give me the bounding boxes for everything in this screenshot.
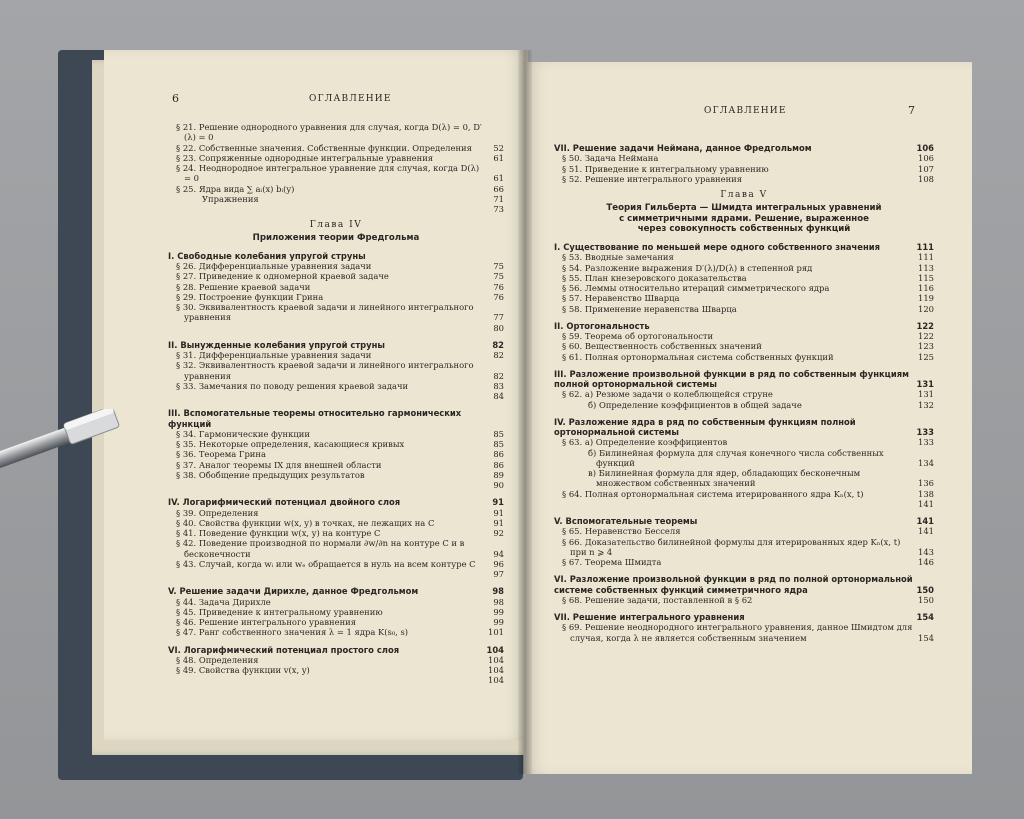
toc-entry-title: § 40. Свойства функции w(x, y) в точках, не лежащих на C bbox=[176, 517, 435, 528]
toc-page-number: 52 bbox=[493, 142, 504, 153]
toc-entry bbox=[168, 122, 504, 143]
toc-entry bbox=[168, 153, 504, 163]
toc-page-number: 82 bbox=[493, 350, 504, 361]
toc-page-number: 134 bbox=[918, 457, 934, 468]
book-gutter bbox=[518, 50, 532, 774]
toc-entry-title: § 66. Доказательство билинейной формулы для итерированных ядер Kₙ(x, t) при n ⩾ 4 bbox=[562, 536, 901, 557]
toc-entry bbox=[168, 292, 504, 302]
toc-entry-title: § 38. Обобщение предыдущих результатов bbox=[176, 469, 365, 480]
toc-page-number: 66 bbox=[493, 183, 504, 194]
toc-page-number: 113 bbox=[918, 262, 934, 273]
toc-entry bbox=[554, 341, 934, 351]
toc-section bbox=[554, 321, 934, 331]
toc-page-number: 108 bbox=[918, 173, 934, 184]
toc-entry-title: § 41. Поведение функции w(x, y) на контуре C bbox=[176, 528, 381, 539]
toc-entry-title: в) Билинейная формула для ядер, обладающих бесконечным множеством собственных значений bbox=[588, 468, 861, 489]
toc-entry-title: § 23. Сопряженные однородные интегральные уравнения bbox=[176, 152, 434, 163]
toc-entry bbox=[168, 470, 504, 480]
toc-entry-title: § 54. Разложение выражения D′(λ)/D(λ) в степенной ряд bbox=[562, 262, 813, 273]
toc-page-number: 125 bbox=[918, 351, 934, 362]
toc-page-number: 94 bbox=[493, 548, 504, 559]
toc-page-number: 89 bbox=[493, 469, 504, 480]
toc-entry-title: § 43. Случай, когда wᵢ или wₑ обращается в нуль на всем контуре C bbox=[176, 558, 476, 569]
toc-page-number: 116 bbox=[918, 283, 934, 294]
toc-page-number: 99 bbox=[493, 617, 504, 628]
toc-page-number: 150 bbox=[916, 584, 934, 595]
toc-page-number: 76 bbox=[493, 291, 504, 302]
toc-page-number: 123 bbox=[918, 341, 934, 352]
toc-entry-title: § 44. Задача Дирихле bbox=[176, 596, 271, 607]
toc-section bbox=[168, 251, 504, 261]
toc-entry bbox=[554, 174, 934, 184]
toc-entry-title: § 52. Решение интегрального уравнения bbox=[562, 173, 743, 184]
toc-entry-title: § 21. Решение однородного уравнения для случая, когда D(λ) = 0, D′(λ) = 0 bbox=[176, 122, 482, 143]
toc-entry-title: IV. Разложение ядра в ряд по собственным функциям полной ортонормальной системы bbox=[554, 416, 856, 438]
toc-entry bbox=[554, 468, 934, 489]
toc-section bbox=[554, 143, 934, 153]
toc-entry-title: II. Ортогональность bbox=[554, 320, 650, 331]
toc-entry bbox=[554, 273, 934, 283]
toc-section bbox=[554, 612, 934, 622]
chapter-title bbox=[168, 233, 504, 244]
toc-page-number: 91 bbox=[492, 497, 504, 508]
toc-entry-title: § 63. а) Определение коэффициентов bbox=[562, 437, 728, 448]
toc-page-number: 122 bbox=[918, 331, 934, 342]
toc-page-number: 104 bbox=[486, 644, 504, 655]
toc-entry bbox=[168, 518, 504, 528]
toc-entry bbox=[554, 263, 934, 273]
toc-entry bbox=[168, 282, 504, 292]
toc-entry bbox=[168, 391, 504, 401]
toc-page-number: 83 bbox=[493, 380, 504, 391]
toc-entry bbox=[168, 350, 504, 360]
toc-entry bbox=[554, 283, 934, 293]
toc-page-number: 136 bbox=[918, 478, 934, 489]
toc-section bbox=[168, 645, 504, 655]
toc-section bbox=[168, 408, 504, 429]
toc-entry bbox=[554, 400, 934, 410]
toc-page-number: 141 bbox=[918, 498, 934, 509]
page-header: ОГЛАВЛЕНИЕ bbox=[309, 94, 392, 104]
toc-page-number: 111 bbox=[918, 252, 934, 263]
toc-section bbox=[554, 369, 934, 390]
toc-entry-title: § 65. Неравенство Бесселя bbox=[562, 526, 681, 537]
toc-entry bbox=[168, 665, 504, 675]
toc-entry bbox=[554, 537, 934, 558]
toc-entry-title: Упражнения bbox=[202, 193, 259, 204]
toc-entry bbox=[554, 499, 934, 509]
toc-page-number: 92 bbox=[493, 528, 504, 539]
chapter-title-line: Теория Гильберта — Шмидта интегральных уравнений bbox=[606, 202, 882, 213]
toc-entry-title: § 32. Эквивалентность краевой задачи и линейного интегрального уравнения bbox=[176, 360, 474, 381]
toc-page-number: 120 bbox=[918, 303, 934, 314]
toc-page-number: 98 bbox=[493, 596, 504, 607]
toc-entry bbox=[168, 439, 504, 449]
chapter-title bbox=[554, 203, 934, 235]
toc-page-number: 133 bbox=[918, 437, 934, 448]
toc-page-number: 84 bbox=[493, 391, 504, 402]
toc-entry-title: VI. Логарифмический потенциал простого слоя bbox=[168, 644, 400, 655]
toc-entry bbox=[554, 331, 934, 341]
left-page bbox=[104, 50, 528, 740]
toc-entry bbox=[554, 389, 934, 399]
toc-entry bbox=[168, 627, 504, 637]
toc-page-number: 77 bbox=[493, 312, 504, 323]
toc-entry-title: § 28. Решение краевой задачи bbox=[176, 281, 311, 292]
toc-entry-title: § 57. Неравенство Шварца bbox=[562, 293, 680, 304]
toc-entry-title: § 60. Вещественность собственных значений bbox=[562, 341, 762, 352]
toc-page-number: 106 bbox=[916, 143, 934, 153]
toc-entry-title: V. Решение задачи Дирихле, данное Фредгольмом bbox=[168, 586, 419, 597]
toc-entry bbox=[168, 528, 504, 538]
toc-entry bbox=[554, 437, 934, 447]
toc-entry bbox=[554, 489, 934, 499]
toc-entry bbox=[168, 302, 504, 323]
toc-page-number: 80 bbox=[493, 322, 504, 333]
toc-section bbox=[168, 586, 504, 596]
toc-page-number: 73 bbox=[493, 204, 504, 214]
chapter-heading: Глава IV bbox=[309, 220, 363, 231]
toc-section bbox=[554, 417, 934, 438]
table-of-contents bbox=[554, 136, 934, 643]
toc-page-number: 146 bbox=[918, 557, 934, 568]
toc-entry bbox=[168, 194, 504, 204]
toc-entry-title: VII. Решение интегрального уравнения bbox=[554, 612, 745, 623]
toc-page-number: 101 bbox=[488, 627, 504, 638]
chapter-heading: Глава V bbox=[720, 190, 768, 200]
toc-entry-title: б) Билинейная формула для случая конечного числа собственных функций bbox=[588, 447, 884, 468]
toc-page-number: 154 bbox=[918, 632, 934, 643]
toc-entry-title: § 68. Решение задачи, поставленной в § 62 bbox=[562, 594, 753, 605]
chapter-title-line: через совокупность собственных функций bbox=[637, 224, 851, 235]
toc-entry-title: II. Вынужденные колебания упругой струны bbox=[168, 339, 385, 350]
toc-entry-title: § 61. Полная ортонормальная система собственных функций bbox=[562, 351, 834, 362]
toc-entry-title: I. Свободные колебания упругой струны bbox=[168, 250, 366, 261]
toc-page-number: 111 bbox=[916, 242, 934, 253]
toc-entry bbox=[168, 261, 504, 271]
toc-entry-title: § 31. Дифференциальные уравнения задачи bbox=[176, 350, 372, 361]
toc-entry-title: § 26. Дифференциальные уравнения задачи bbox=[176, 261, 372, 272]
toc-entry bbox=[168, 323, 504, 333]
toc-entry bbox=[168, 538, 504, 559]
toc-entry bbox=[168, 204, 504, 214]
toc-section bbox=[168, 497, 504, 507]
toc-entry-title: § 37. Аналог теоремы IX для внешней области bbox=[176, 459, 382, 470]
toc-page-number: 91 bbox=[493, 507, 504, 518]
toc-entry bbox=[168, 381, 504, 391]
toc-page-number: 104 bbox=[488, 675, 504, 686]
toc-entry-title: § 29. Построение функции Грина bbox=[176, 291, 324, 302]
toc-page-number: 85 bbox=[493, 428, 504, 439]
toc-page-number: 154 bbox=[916, 612, 934, 623]
toc-entry-title: § 69. Решение неоднородного интегрального уравнения, данное Шмидтом для случая, когда λ не является собственным значением bbox=[562, 622, 913, 643]
toc-entry bbox=[554, 352, 934, 362]
toc-page-number: 96 bbox=[493, 558, 504, 569]
toc-entry-title: § 62. а) Резюме задачи о колеблющейся струне bbox=[562, 389, 773, 400]
toc-section bbox=[554, 516, 934, 526]
toc-entry bbox=[168, 460, 504, 470]
toc-entry-title: III. Вспомогательные теоремы относительно гармонических функций bbox=[168, 408, 462, 429]
toc-entry bbox=[168, 449, 504, 459]
toc-entry bbox=[168, 163, 504, 184]
toc-page-number: 141 bbox=[916, 516, 934, 527]
toc-entry bbox=[554, 153, 934, 163]
pen-icon bbox=[0, 409, 136, 499]
toc-entry bbox=[554, 448, 934, 469]
toc-entry bbox=[168, 607, 504, 617]
toc-entry-title: § 27. Приведение к одномерной краевой задаче bbox=[176, 271, 389, 282]
toc-section bbox=[554, 574, 934, 595]
toc-page-number: 115 bbox=[918, 272, 934, 283]
toc-entry-title: § 24. Неоднородное интегральное уравнение для случая, когда D(λ) = 0 bbox=[176, 163, 480, 184]
toc-entry bbox=[554, 595, 934, 605]
toc-entry-title: § 36. Теорема Грина bbox=[176, 449, 266, 460]
toc-entry bbox=[554, 293, 934, 303]
toc-page-number: 106 bbox=[918, 153, 934, 164]
toc-entry-title: § 55. План кнезеровского доказательства bbox=[562, 272, 747, 283]
toc-entry bbox=[168, 360, 504, 381]
toc-page-number: 104 bbox=[488, 665, 504, 676]
toc-entry bbox=[554, 304, 934, 314]
toc-entry-title: б) Определение коэффициентов в общей задаче bbox=[588, 399, 802, 410]
chapter-title-line: Приложения теории Фредгольма bbox=[252, 233, 420, 244]
toc-entry-title: § 50. Задача Неймана bbox=[562, 153, 659, 164]
toc-page-number: 82 bbox=[493, 370, 504, 381]
page-header: ОГЛАВЛЕНИЕ bbox=[704, 106, 787, 116]
toc-entry bbox=[168, 559, 504, 569]
toc-entry-title: VII. Решение задачи Неймана, данное Фредгольмом bbox=[554, 143, 812, 153]
right-page bbox=[524, 62, 972, 774]
toc-entry-title: III. Разложение произвольной функции в ряд по собственным функциям полной ортонормальной системы bbox=[554, 368, 909, 390]
toc-page-number: 76 bbox=[493, 281, 504, 292]
toc-entry-title: § 67. Теорема Шмидта bbox=[562, 557, 662, 568]
toc-page-number: 132 bbox=[918, 399, 934, 410]
toc-page-number: 86 bbox=[493, 459, 504, 470]
toc-page-number: 98 bbox=[492, 586, 504, 597]
toc-page-number: 143 bbox=[918, 546, 934, 557]
toc-page-number: 91 bbox=[493, 517, 504, 528]
toc-page-number: 150 bbox=[918, 594, 934, 605]
toc-page-number: 61 bbox=[493, 152, 504, 163]
toc-section bbox=[168, 340, 504, 350]
toc-entry bbox=[168, 617, 504, 627]
toc-entry bbox=[168, 429, 504, 439]
toc-page-number: 97 bbox=[493, 569, 504, 580]
table-of-contents bbox=[168, 122, 504, 686]
toc-entry-title: § 39. Определения bbox=[176, 507, 259, 518]
toc-page-number: 104 bbox=[488, 654, 504, 665]
toc-page-number: 107 bbox=[918, 163, 934, 174]
toc-page-number: 131 bbox=[918, 389, 934, 400]
toc-entry bbox=[554, 557, 934, 567]
toc-page-number: 119 bbox=[918, 293, 934, 304]
toc-page-number: 82 bbox=[492, 339, 504, 350]
chapter-title-line: с симметричными ядрами. Решение, выраженное bbox=[619, 213, 869, 224]
toc-entry-title: § 46. Решение интегрального уравнения bbox=[176, 617, 357, 628]
toc-entry bbox=[554, 164, 934, 174]
toc-entry-title: § 64. Полная ортонормальная система итерированного ядра Kₙ(x, t) bbox=[562, 488, 864, 499]
toc-entry-title: § 53. Вводные замечания bbox=[562, 252, 674, 263]
toc-page-number: 133 bbox=[916, 427, 934, 438]
toc-page-number: 122 bbox=[916, 320, 934, 331]
toc-entry-title: IV. Логарифмический потенциал двойного слоя bbox=[168, 497, 401, 508]
toc-page-number: 71 bbox=[493, 193, 504, 204]
toc-entry-title: § 51. Приведение к интегральному уравнению bbox=[562, 163, 769, 174]
toc-entry-title: § 56. Леммы относительно итераций симметрического ядра bbox=[562, 283, 830, 294]
toc-entry bbox=[168, 508, 504, 518]
toc-page-number: 61 bbox=[493, 173, 504, 184]
toc-entry bbox=[168, 675, 504, 685]
toc-page-number: 86 bbox=[493, 449, 504, 460]
toc-page-number: 85 bbox=[493, 439, 504, 450]
toc-page-number: 141 bbox=[918, 526, 934, 537]
toc-entry-title: § 30. Эквивалентность краевой задачи и линейного интегрального уравнения bbox=[176, 302, 474, 323]
toc-entry bbox=[554, 622, 934, 643]
toc-entry-title: § 42. Поведение производной по нормали ∂w/∂n на контуре C и в бесконечности bbox=[176, 538, 465, 559]
toc-entry bbox=[168, 143, 504, 153]
toc-page-number: 99 bbox=[493, 606, 504, 617]
toc-entry bbox=[168, 271, 504, 281]
toc-entry-title: § 22. Собственные значения. Собственные функции. Определения bbox=[176, 142, 472, 153]
toc-entry bbox=[554, 252, 934, 262]
page-number: 6 bbox=[172, 92, 179, 105]
toc-entry-title: § 58. Применение неравенства Шварца bbox=[562, 303, 737, 314]
toc-entry-title: § 35. Некоторые определения, касающиеся кривых bbox=[176, 439, 405, 450]
toc-entry-title: § 59. Теорема об ортогональности bbox=[562, 331, 714, 342]
toc-entry-title: V. Вспомогательные теоремы bbox=[554, 516, 698, 527]
toc-page-number: 131 bbox=[916, 379, 934, 390]
toc-entry-title: § 48. Определения bbox=[176, 654, 259, 665]
toc-entry bbox=[168, 184, 504, 194]
toc-section bbox=[554, 242, 934, 252]
toc-entry-title: § 34. Гармонические функции bbox=[176, 428, 310, 439]
toc-entry-title: § 49. Свойства функции v(x, y) bbox=[176, 665, 310, 676]
toc-entry bbox=[168, 480, 504, 490]
toc-entry-title: § 45. Приведение к интегральному уравнению bbox=[176, 606, 383, 617]
toc-entry bbox=[168, 655, 504, 665]
toc-page-number: 90 bbox=[493, 480, 504, 491]
toc-entry-title: § 33. Замечания по поводу решения краевой задачи bbox=[176, 380, 409, 391]
toc-entry-title: § 25. Ядра вида ∑ aᵢ(x) bᵢ(y) bbox=[176, 183, 295, 194]
toc-page-number: 75 bbox=[493, 271, 504, 282]
toc-entry-title: I. Существование по меньшей мере одного собственного значения bbox=[554, 242, 880, 253]
toc-entry-title: § 47. Ранг собственного значения λ = 1 ядра K(s₀, s) bbox=[176, 627, 409, 638]
toc-entry bbox=[554, 526, 934, 536]
toc-page-number: 75 bbox=[493, 261, 504, 272]
toc-entry bbox=[168, 597, 504, 607]
toc-entry-title: VI. Разложение произвольной функции в ряд по полной ортонормальной системе собственных функций симметричного ядра bbox=[554, 574, 913, 595]
page-number: 7 bbox=[908, 104, 915, 117]
toc-entry bbox=[168, 569, 504, 579]
toc-page-number: 138 bbox=[918, 488, 934, 499]
